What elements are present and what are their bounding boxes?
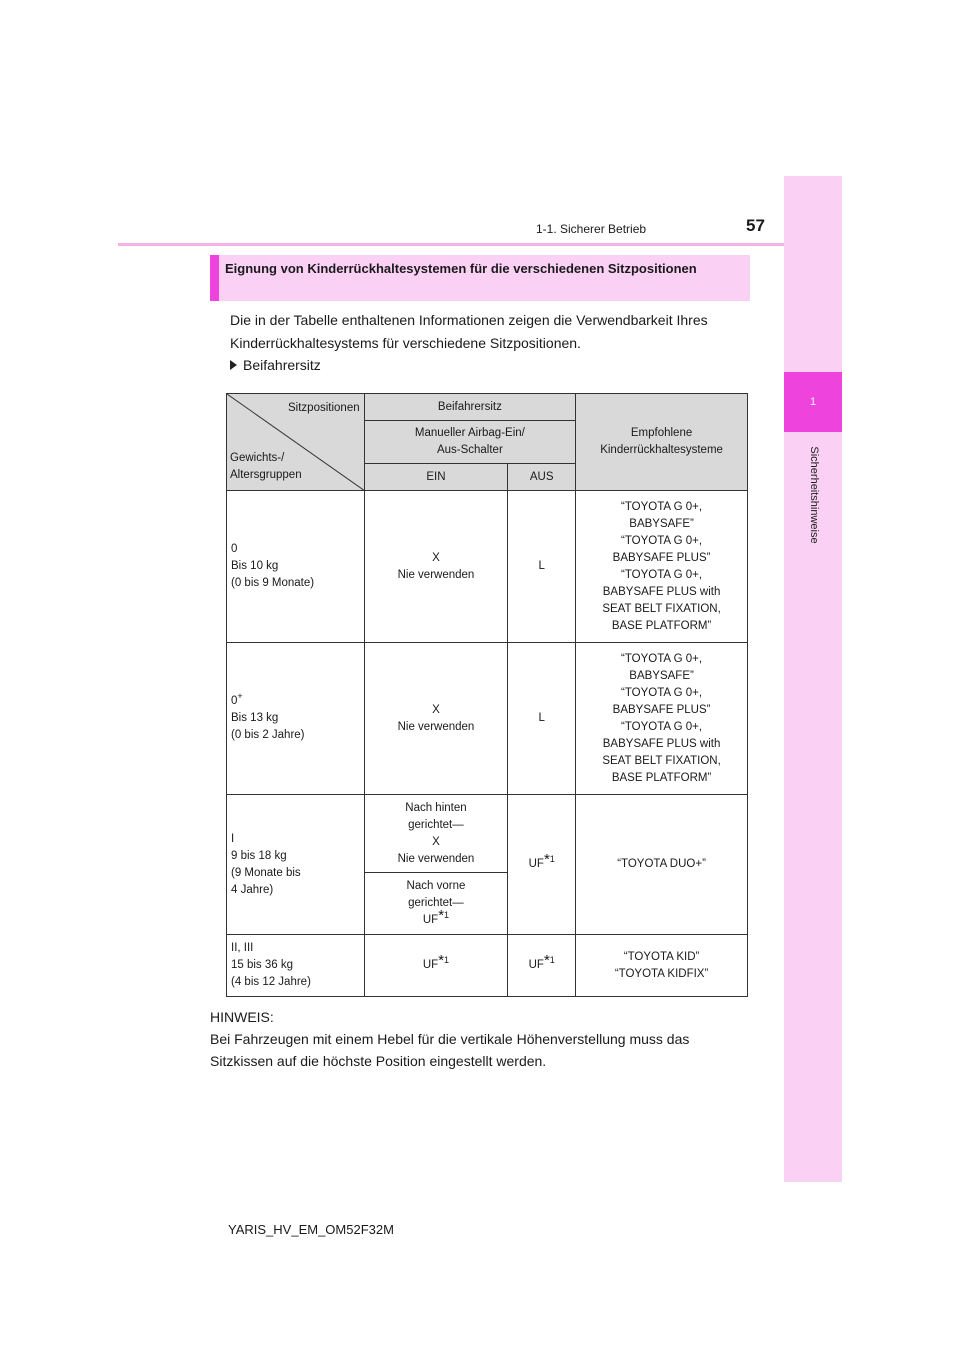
table-row: [227, 795, 748, 873]
triangle-bullet-icon: [230, 360, 237, 370]
chapter-number: 1: [784, 372, 842, 432]
corner-top-label: Sitzpositionen: [288, 402, 360, 414]
off-cell: UF*$^1$: [508, 795, 576, 935]
table-row: [227, 491, 748, 643]
document-footer: YARIS_HV_EM_OM52F32M: [228, 1222, 394, 1237]
bullet-item: [230, 357, 321, 373]
heading-text: Eignung von Kinderrückhaltesystemen für die verschiedenen Sitzpositionen: [225, 261, 697, 276]
side-tab-strip: [784, 176, 842, 1182]
intro-paragraph: Die in der Tabelle enthaltenen Informationen zeigen die Verwendbarkeit Ihres Kinderrückhaltesystems für verschiedene Sitzpositionen.: [230, 312, 708, 351]
table-row: [227, 935, 748, 997]
corner-bottom-label: Gewichts-/ Altersgruppen: [230, 452, 302, 481]
header-recommended: Empfohlene Kinderrückhaltesysteme: [576, 394, 748, 491]
off-cell: UF*$^1$: [508, 935, 576, 997]
bullet-text: Beifahrersitz: [243, 357, 321, 373]
group-cell: II, III 15 bis 36 kg (4 bis 12 Jahre): [227, 935, 365, 997]
on-cell: X Nie verwenden: [364, 491, 508, 643]
section-heading: [210, 255, 750, 301]
group-cell: I 9 bis 18 kg (9 Monate bis 4 Jahre): [227, 795, 365, 935]
note-label: HINWEIS:: [210, 1009, 274, 1025]
heading-accent-bar: [210, 255, 219, 301]
off-cell: L: [508, 491, 576, 643]
section-title: 1-1. Sicherer Betrieb: [536, 222, 647, 236]
table-row: [227, 643, 748, 795]
systems-cell: “TOYOTA KID” “TOYOTA KIDFIX”: [576, 935, 748, 997]
note-block: [210, 1006, 750, 1072]
table-corner-cell: [227, 394, 365, 491]
chapter-label: Sicherheitshinweise: [808, 446, 820, 544]
systems-cell: “TOYOTA G 0+, BABYSAFE” “TOYOTA G 0+, BABYSAFE PLUS” “TOYOTA G 0+, BABYSAFE PLUS with SEAT BELT FIXATION, BASE PLATFORM”: [576, 491, 748, 643]
on-cell: X Nie verwenden: [364, 643, 508, 795]
on-front-cell: Nach vorne gerichtet— UF*$^1$: [364, 873, 508, 935]
group-cell: 0+ Bis 13 kg (0 bis 2 Jahre): [227, 643, 365, 795]
note-text: Bei Fahrzeugen mit einem Hebel für die vertikale Höhenverstellung muss das Sitzkissen auf die höchste Position eingestellt werden.: [210, 1031, 690, 1069]
on-rear-cell: Nach hinten gerichtet— X Nie verwenden: [364, 795, 508, 873]
systems-cell: “TOYOTA DUO+”: [576, 795, 748, 935]
off-cell: L: [508, 643, 576, 795]
header-switch: Manueller Airbag-Ein/ Aus-Schalter: [364, 421, 576, 464]
page-number: 57: [746, 216, 765, 235]
group-cell: 0 Bis 10 kg (0 bis 9 Monate): [227, 491, 365, 643]
header-divider: [118, 243, 784, 246]
header-on: EIN: [364, 464, 508, 491]
suitability-table: [226, 393, 748, 997]
header-off: AUS: [508, 464, 576, 491]
on-cell: UF*$^1$: [364, 935, 508, 997]
header-seat: Beifahrersitz: [364, 394, 576, 421]
systems-cell: “TOYOTA G 0+, BABYSAFE” “TOYOTA G 0+, BABYSAFE PLUS” “TOYOTA G 0+, BABYSAFE PLUS with SEAT BELT FIXATION, BASE PLATFORM”: [576, 643, 748, 795]
